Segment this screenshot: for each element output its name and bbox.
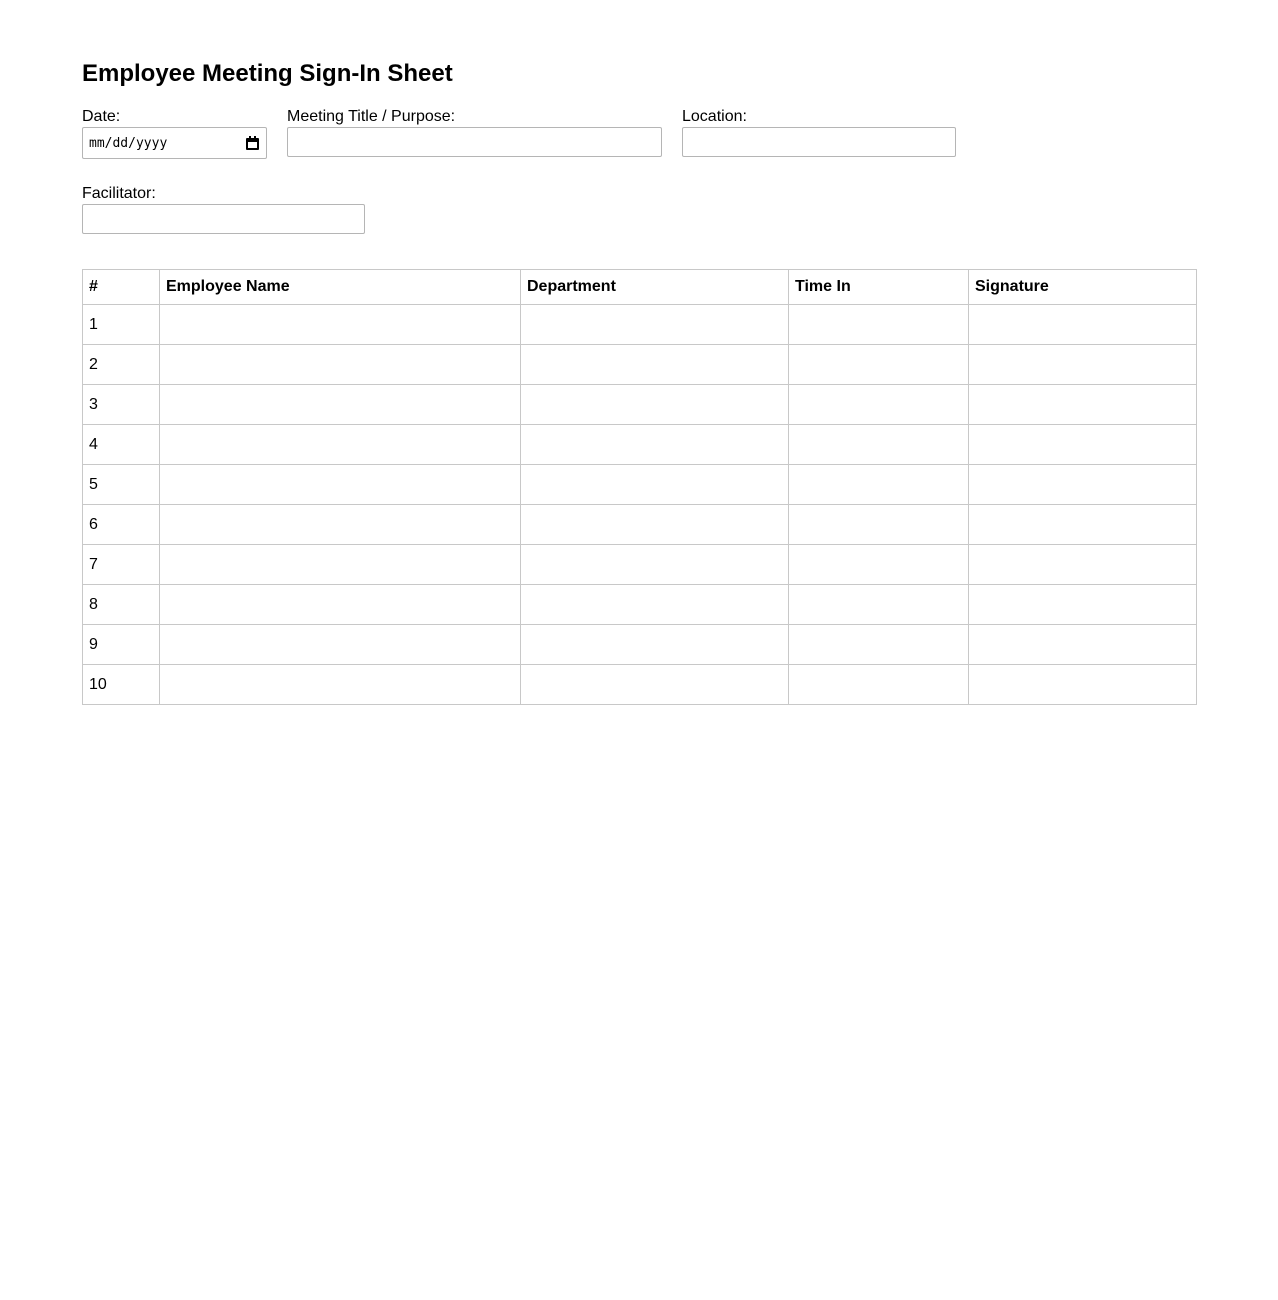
- department-cell[interactable]: [521, 465, 789, 505]
- employee-name-cell[interactable]: [160, 345, 521, 385]
- time-in-cell[interactable]: [789, 505, 969, 545]
- time-in-cell[interactable]: [789, 305, 969, 345]
- time-in-cell[interactable]: [789, 425, 969, 465]
- sign-in-sheet: [82, 58, 1196, 705]
- sign-in-table: [82, 269, 1197, 705]
- facilitator-label: Facilitator:: [82, 185, 156, 202]
- employee-name-cell[interactable]: [160, 305, 521, 345]
- employee-name-cell[interactable]: [160, 585, 521, 625]
- facilitator-field-group: [82, 185, 365, 234]
- department-cell[interactable]: [521, 545, 789, 585]
- department-cell[interactable]: [521, 625, 789, 665]
- meeting-details-row: [82, 108, 1196, 159]
- table-row: [83, 345, 1197, 385]
- table-row: [83, 625, 1197, 665]
- header-time-in: Time In: [789, 270, 969, 305]
- date-label: Date:: [82, 108, 121, 125]
- date-placeholder: mm/dd/yyyy: [89, 135, 168, 151]
- meeting-title-label: Meeting Title / Purpose:: [287, 108, 456, 125]
- department-cell[interactable]: [521, 305, 789, 345]
- signature-cell[interactable]: [969, 625, 1197, 665]
- row-number-cell: 2: [83, 345, 160, 385]
- signature-cell[interactable]: [969, 545, 1197, 585]
- time-in-cell[interactable]: [789, 465, 969, 505]
- time-in-cell[interactable]: [789, 585, 969, 625]
- row-number-cell: 10: [83, 665, 160, 705]
- signature-cell[interactable]: [969, 425, 1197, 465]
- signature-cell[interactable]: [969, 585, 1197, 625]
- table-body: [83, 305, 1197, 705]
- table-row: [83, 465, 1197, 505]
- row-number-cell: 6: [83, 505, 160, 545]
- department-cell[interactable]: [521, 505, 789, 545]
- time-in-cell[interactable]: [789, 545, 969, 585]
- header-department: Department: [521, 270, 789, 305]
- department-cell[interactable]: [521, 425, 789, 465]
- table-row: [83, 385, 1197, 425]
- facilitator-row: [82, 185, 1196, 234]
- signature-cell[interactable]: [969, 505, 1197, 545]
- table-row: [83, 305, 1197, 345]
- time-in-cell[interactable]: [789, 385, 969, 425]
- time-in-cell[interactable]: [789, 665, 969, 705]
- signature-cell[interactable]: [969, 385, 1197, 425]
- department-cell[interactable]: [521, 345, 789, 385]
- department-cell[interactable]: [521, 585, 789, 625]
- employee-name-cell[interactable]: [160, 505, 521, 545]
- meeting-title-field-group: [287, 108, 662, 159]
- header-employee-name: Employee Name: [160, 270, 521, 305]
- date-input[interactable]: [82, 127, 267, 159]
- row-number-cell: 9: [83, 625, 160, 665]
- employee-name-cell[interactable]: [160, 625, 521, 665]
- table-row: [83, 505, 1197, 545]
- calendar-icon[interactable]: [246, 136, 259, 150]
- page-title: Employee Meeting Sign-In Sheet: [82, 60, 453, 87]
- employee-name-cell[interactable]: [160, 425, 521, 465]
- facilitator-input[interactable]: [82, 204, 365, 234]
- row-number-cell: 7: [83, 545, 160, 585]
- table-header-row: [83, 270, 1197, 305]
- location-input[interactable]: [682, 127, 956, 157]
- signature-cell[interactable]: [969, 665, 1197, 705]
- signature-cell[interactable]: [969, 305, 1197, 345]
- employee-name-cell[interactable]: [160, 385, 521, 425]
- employee-name-cell[interactable]: [160, 465, 521, 505]
- header-signature: Signature: [969, 270, 1197, 305]
- department-cell[interactable]: [521, 385, 789, 425]
- signature-cell[interactable]: [969, 345, 1197, 385]
- signature-cell[interactable]: [969, 465, 1197, 505]
- department-cell[interactable]: [521, 665, 789, 705]
- row-number-cell: 8: [83, 585, 160, 625]
- row-number-cell: 5: [83, 465, 160, 505]
- location-label: Location:: [682, 108, 747, 125]
- table-row: [83, 425, 1197, 465]
- row-number-cell: 3: [83, 385, 160, 425]
- header-number: #: [83, 270, 160, 305]
- date-field-group: [82, 108, 267, 159]
- location-field-group: [682, 108, 956, 159]
- time-in-cell[interactable]: [789, 625, 969, 665]
- meeting-title-input[interactable]: [287, 127, 662, 157]
- row-number-cell: 1: [83, 305, 160, 345]
- table-row: [83, 665, 1197, 705]
- time-in-cell[interactable]: [789, 345, 969, 385]
- employee-name-cell[interactable]: [160, 665, 521, 705]
- row-number-cell: 4: [83, 425, 160, 465]
- table-row: [83, 545, 1197, 585]
- employee-name-cell[interactable]: [160, 545, 521, 585]
- table-row: [83, 585, 1197, 625]
